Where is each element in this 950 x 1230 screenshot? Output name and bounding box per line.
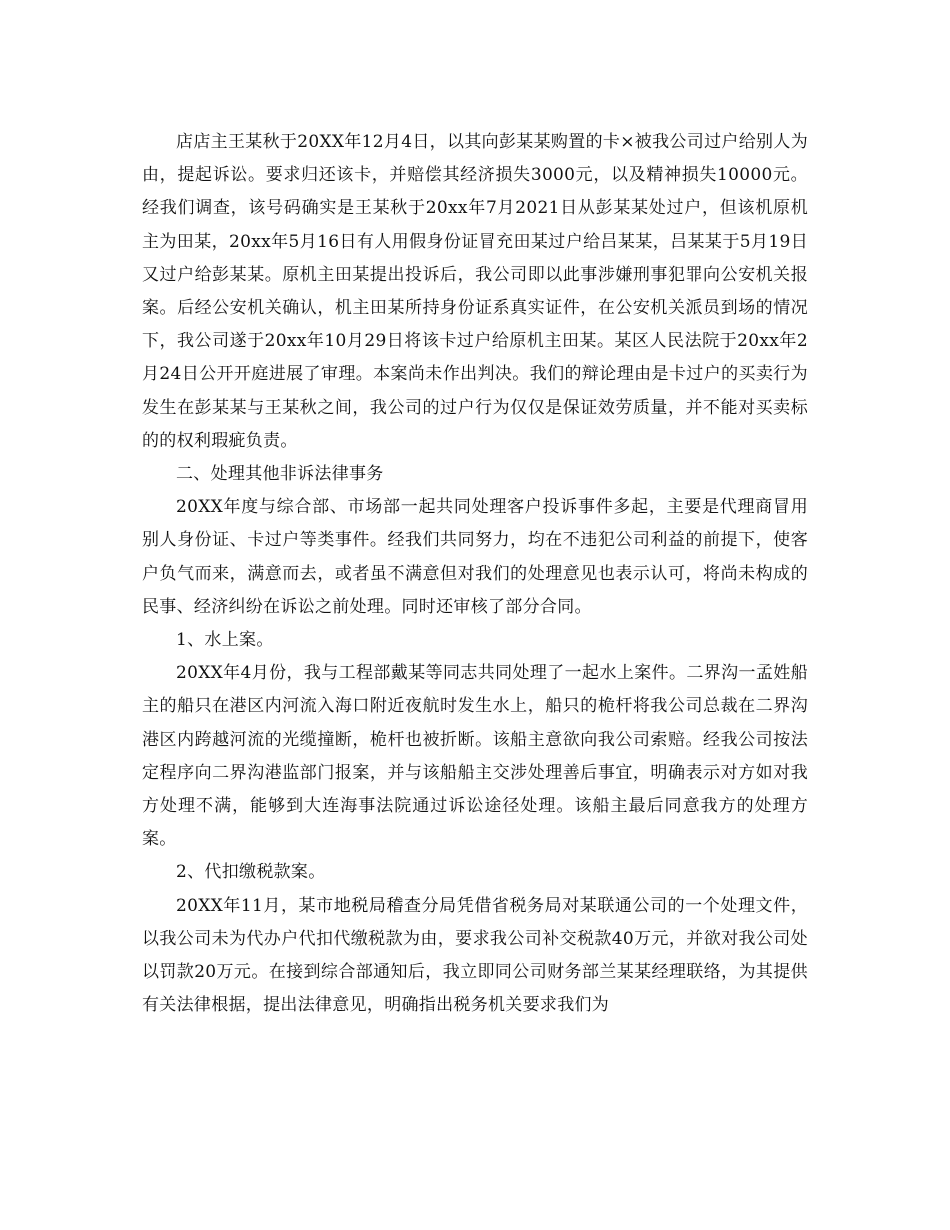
section-heading-non-litigation: 二、处理其他非诉法律事务 [176, 464, 384, 485]
document-body [142, 126, 808, 1022]
subheading-water-case: 1、水上案。 [176, 630, 274, 651]
subheading-tax-withholding-case: 2、代扣缴税款案。 [176, 862, 326, 883]
paragraph-tax-withholding-case: 20XX年11月，某市地税局稽查分局凭借省税务局对某联通公司的一个处理文件，以我公司未为代办户代扣代缴税款为由，要求我公司补交税款40万元，并欲对我公司处以罚款20万元。在接到综合部通知后，我立即同公司财务部兰某某经理联络，为其提供有关法律根据，提出法律意见，明确指出税务机关要求我们为 [142, 895, 808, 1016]
paragraph-water-case: 20XX年4月份，我与工程部戴某等同志共同处理了一起水上案件。二界沟一孟姓船主的船只在港区内河流入海口附近夜航时发生水上，船只的桅杆将我公司总裁在二界沟港区内跨越河流的光缆撞断，桅杆也被折断。该船主意欲向我公司索赔。经我公司按法定程序向二界沟港监部门报案，并与该船船主交涉处理善后事宜，明确表示对方如对我方处理不满，能够到大连海事法院通过诉讼途径处理。该船主最后同意我方的处理方案。 [142, 663, 808, 850]
paragraph-lawsuit-card-transfer: 店店主王某秋于20XX年12月4日，以其向彭某某购置的卡×被我公司过户给别人为由，提起诉讼。要求归还该卡，并赔偿其经济损失3000元，以及精神损失10000元。经我们调查，该号码确实是王某秋于20xx年7月2021日从彭某某处过户，但该机原机主为田某，20xx年5月16日有人用假身份证冒充田某过户给吕某某，吕某某于5月19日又过户给彭某某。原机主田某提出投诉后，我公司即以此事涉嫌刑事犯罪向公安机关报案。后经公安机关确认，机主田某所持身份证系真实证件，在公安机关派员到场的情况下，我公司遂于20xx年10月29日将该卡过户给原机主田某。某区人民法院于20xx年2月24日公开开庭进展了审理。本案尚未作出判决。我们的辩论理由是卡过户的买卖行为发生在彭某某与王某秋之间，我公司的过户行为仅仅是保证效劳质量，并不能对买卖标的的权利瑕疵负责。 [142, 132, 808, 451]
paragraph-customer-complaints: 20XX年度与综合部、市场部一起共同处理客户投诉事件多起，主要是代理商冒用别人身份证、卡过户等类事件。经我们共同努力，均在不违犯公司利益的前提下，使客户负气而来，满意而去，或者虽不满意但对我们的处理意见也表示认可，将尚未构成的民事、经济纠纷在诉讼之前处理。同时还审核了部分合同。 [142, 497, 808, 617]
